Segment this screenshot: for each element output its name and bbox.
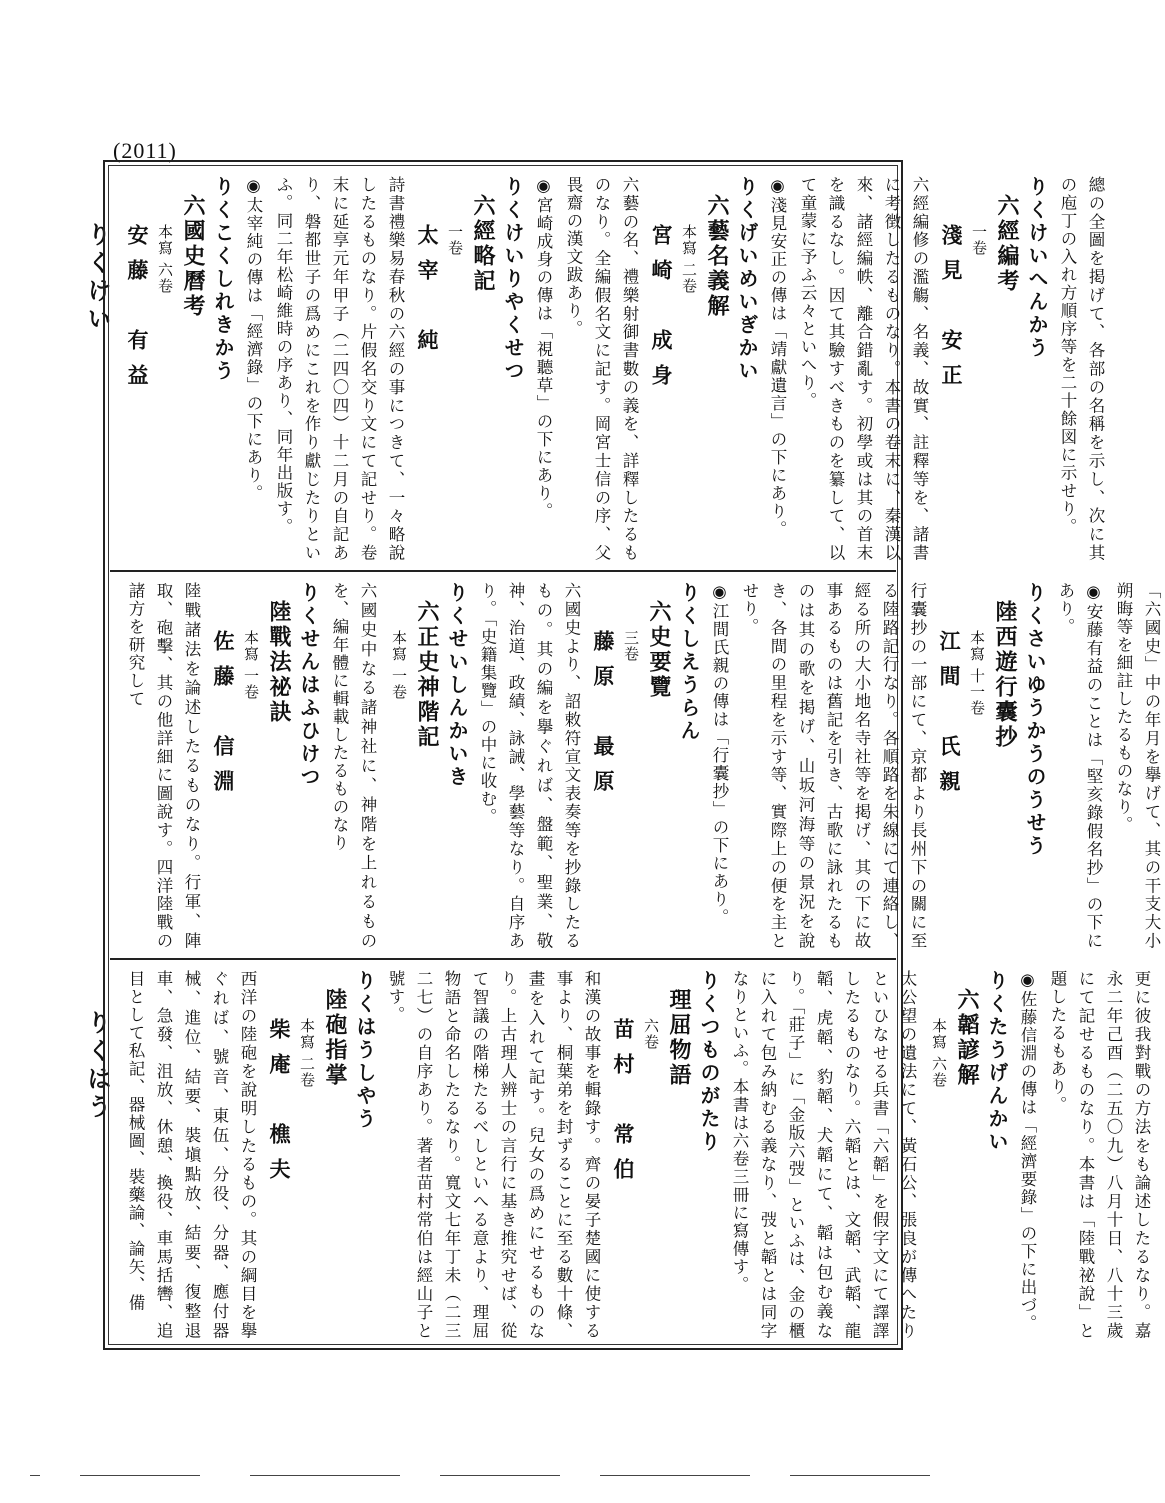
entry-volume-count: 六卷 [642,1018,660,1050]
page-number: (2011) [113,138,177,163]
bottom-rule [30,1475,40,1476]
entry-title: 六史要覽 [646,600,672,700]
entry-title: 六正史神階記 [414,600,440,750]
entry-body-text: 六國史中なる諸神社に、神階を上れるものを、編年體に輯載したるものなり [330,582,377,950]
entry-title-line [589,582,673,950]
entry-reading-heading: りくしえうらん [677,582,701,743]
entry-body-text: 六國史より、詔敕符宣文表奏等を抄錄したるもの。其の編を擧ぐれば、盤範、聖業、敬神、治道、政績、詠誡、學藝等なり。自序あり。「史籍集覽」の中に收む。 [478,582,581,950]
entry-body-text: 和漢の故事を輯錄す。齊の晏子楚國に使する事より、桐葉弟を封ずることに至る數十條、畫を入れて記す。兒女の爲めにせるものなり。上古理人辨士の言行に基き推究せば、從て智議の階梯たるべしといへる意より、理屈物語と命名したるなり。寬文七年丁未（二三二七）の自序あり。著者苗村常伯は經山子と號す。 [386,970,601,1340]
entry-reading-heading: りくこくしれきかう [211,176,235,383]
entry-volume-count: 本寫 二卷 [298,1018,316,1088]
entry-title: 理屈物語 [666,988,692,1088]
entry-title-line [647,176,731,562]
entry-body-text: 總の全圖を掲げて、各部の名稱を示し、次に其の庖丁の入れ方順序等を二十餘図に示せり。 [1058,176,1105,562]
entry-body-text: ◉宮崎成身の傳は「視聽草」の下にあり。 [534,176,553,521]
entry-title-line [209,582,293,950]
entry-title: 陸戰法祕訣 [266,600,292,725]
entry-title-line [609,970,693,1340]
entry-volume-count: 本寫 六卷 [156,224,174,294]
entry-title-line [937,176,1021,562]
entry-reading-heading: りくけいへんかう [1025,176,1049,360]
entry-volume-count: 本寫 二卷 [680,224,698,294]
entry-title-line [265,970,349,1340]
dictionary-band-bottom [119,970,1151,1340]
dictionary-band-middle [119,582,1161,950]
entry-author: 安藤 有益 [125,224,150,399]
entry-author: 江間 氏親 [937,630,962,805]
entry-volume-count: 本寫 一卷 [390,630,408,700]
entry-title: 六韜諺解 [954,988,980,1088]
running-head-top: りくけい [83,222,111,334]
band-divider [110,958,896,960]
entry-title-line [123,176,207,562]
entry-body-text: 詩書禮樂易春秋の六經の事につきて、一々略說したるものなり。片假名交り文にて記せり。卷末に延享元年甲子（二四〇四）十二月の自記あり、磐都世子の爲めにこれを作り獻じたりといふ。同二年松崎維時の序あり、同年出版す。 [274,176,405,562]
entry-reading-heading: りくさいゆうかうのうせう [1023,582,1047,858]
entry-title-line [925,970,981,1340]
entry-body-text: 六藝の名、禮樂射御書數の義を、詳釋したるものなり。全編假名文に記す。岡宮士信の序、父畏齋の漢文跋あり。 [564,176,639,562]
entry-body-text: 六經編修の濫觴、名義、故實、註釋等を、諸書に考徴したるものなり。本書の卷末に、秦漢以來、諸經編帙、離合錯亂す。初學或は其の首末を識るなし。因て其驗すべきものを纂して、以て童蒙に予ふ云々といへり。 [798,176,929,562]
entry-reading-heading: りくせいしんかいき [445,582,469,789]
bottom-rule [440,1475,560,1476]
band-divider [110,570,896,572]
entry-author: 太宰 純 [415,224,440,364]
entry-title: 六經編考 [994,194,1020,294]
page-frame [103,160,1161,1350]
entry-title: 六藝名義解 [704,194,730,319]
entry-body-text: 西洋の陸砲を說明したるもの。其の綱目を擧ぐれば、號音、東伍、分役、分器、應付器械、進位、結要、裝塡點放、結要、復整退車、急發、沮放、休憩、換役、車馬括轡、追目として私記、器械圖、裝藥論、論矢、備 [126,970,257,1340]
entry-author: 柴庵 樵夫 [267,1018,292,1193]
entry-body-text: 更に彼我對戰の方法をも論述したるなり。嘉永二年己酉（二五〇九）八月十日、八十三歲にて記せるものなり。本書は「陸戰祕說」と題したるもあり。 [1048,970,1151,1340]
dictionary-band-top [119,176,1105,562]
entry-body-text: ◉淺見安正の傳は「靖獻遺言」の下にあり。 [768,176,787,539]
entry-volume-count: 本寫 一卷 [242,630,260,700]
running-head-bottom: りくはう [83,1010,111,1122]
entry-volume-count: 本寫 六卷 [930,1018,948,1088]
entry-author: 苗村 常伯 [611,1018,636,1193]
entry-body-text: ◉江間氏親の傳は「行囊抄」の下にあり。 [710,582,729,927]
entry-author: 藤原 最原 [591,630,616,805]
entry-reading-heading: りくけいりやくせつ [501,176,525,383]
entry-body-text: 太公望の遺法にて、黃石公、張良が傳へたりといひなせる兵書「六韜」を假字文にて譯譯したるものなり。六韜とは、文韜、武韜、龍韜、虎韜、豹韜、犬韜にて、韜は包む義なり。「莊子」に「金版六弢」といふは、金の櫃に入れて包み納むる義なり、弢と韜とは同字なりといふ。本書は六卷三冊に寫傳す。 [730,970,917,1340]
entry-volume-count: 一卷 [970,224,988,256]
entry-title-line [413,176,497,562]
entry-title: 陸西遊行囊抄 [992,600,1018,750]
entry-reading-heading: りくつものがたり [697,970,721,1154]
entry-body-text: 行囊抄の一部にて、京都より長州下の關に至る陸路記行なり。各順路を朱線にて連絡し、經る所の大小地名寺社等を掲げ、其の下に故事あるものは舊記を引き、古歌に詠れたるものは其の歌を掲げ、山坂河海等の景況を說き、各間の里程を示す等、實際上の便を主とせり。 [740,582,927,950]
entry-title: 陸砲指掌 [322,988,348,1088]
entry-body-text: ◉太宰純の傳は「經濟錄」の下にあり。 [244,176,263,503]
entry-volume-count: 一卷 [446,224,464,256]
bottom-rule [790,1475,930,1476]
entry-reading-heading: りくげいめいぎかい [735,176,759,383]
entry-author: 佐藤 信淵 [211,630,236,805]
entry-reading-heading: りくはうしやう [353,970,377,1131]
entry-title-line [385,582,441,950]
entry-body-text: 「六國史」中の年月を擧げて、其の干支大小朔晦等を細註したるものなり。 [1114,582,1161,950]
entry-volume-count: 三卷 [622,630,640,662]
bottom-rule [80,1475,200,1476]
bottom-rule [250,1475,400,1476]
entry-volume-count: 本寫 十一卷 [968,630,986,716]
bottom-rule [600,1475,750,1476]
entry-body-text: ◉安藤有益のことは「堅亥錄假名抄」の下にあり。 [1056,582,1103,950]
entry-reading-heading: りくせんはふひけつ [297,582,321,789]
entry-author: 淺見 安正 [939,224,964,399]
entry-author: 宮崎 成身 [649,224,674,399]
entry-title: 六經略記 [470,194,496,294]
entry-body-text: 陸戰諸法を論述したるものなり。行軍、陣取、砲擊、其の他詳細に圖說す。四洋陸戰の諸方を研究して [126,582,201,950]
entry-reading-heading: りくたうげんかい [985,970,1009,1154]
entry-body-text: ◉佐藤信淵の傳は「經濟要錄」の下に出づ。 [1018,970,1037,1333]
entry-title-line [935,582,1019,950]
entry-title: 六國史曆考 [180,194,206,319]
